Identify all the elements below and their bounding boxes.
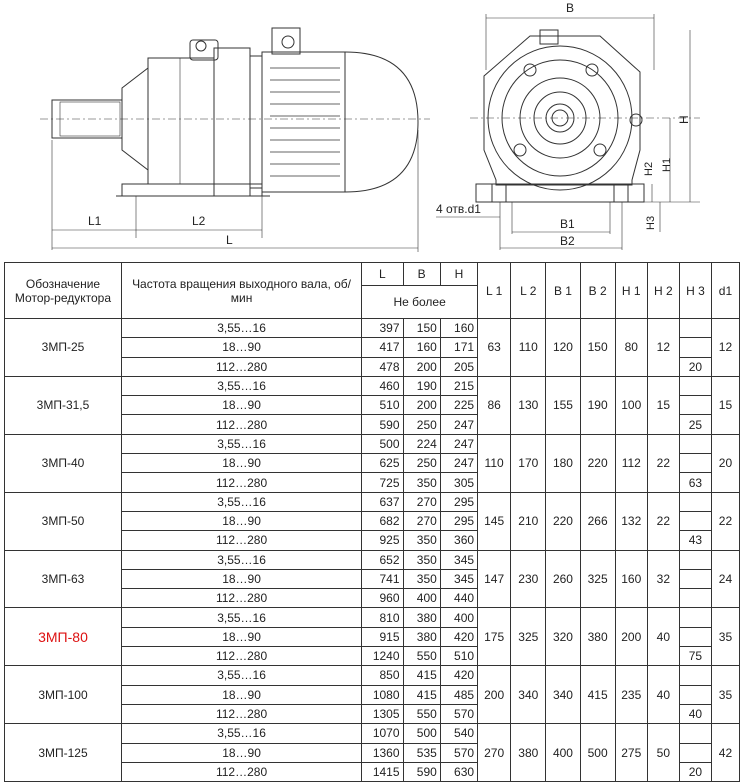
table-row	[5, 608, 740, 627]
L-cell: 850	[362, 666, 403, 685]
B-cell: 350	[403, 550, 440, 569]
header-designation: Обозначение Мотор-редуктора	[5, 263, 122, 319]
L-cell: 397	[362, 319, 403, 338]
L-cell: 925	[362, 531, 403, 550]
H1-cell: 200	[615, 608, 647, 666]
speed-cell: 18…90	[121, 338, 361, 357]
header-L1: L 1	[478, 263, 511, 319]
header-d1: d1	[711, 263, 739, 319]
H-cell: 171	[440, 338, 477, 357]
H3-cell	[679, 608, 711, 627]
L1-cell: 270	[478, 724, 511, 782]
B-cell: 350	[403, 473, 440, 492]
header-not-more: Не более	[362, 286, 478, 319]
H3-cell	[679, 434, 711, 453]
L-cell: 510	[362, 396, 403, 415]
H2-cell: 22	[647, 492, 679, 550]
B-cell: 270	[403, 511, 440, 530]
H2-cell: 32	[647, 550, 679, 608]
H1-cell: 275	[615, 724, 647, 782]
B1-cell: 180	[546, 434, 580, 492]
header-H2: H 2	[647, 263, 679, 319]
header-B: B	[403, 263, 440, 286]
B1-cell: 400	[546, 724, 580, 782]
B1-cell: 340	[546, 666, 580, 724]
L-cell: 915	[362, 627, 403, 646]
speed-cell: 112…280	[121, 415, 361, 434]
motor-reducer-drawing	[0, 0, 744, 262]
speed-cell: 18…90	[121, 511, 361, 530]
B-cell: 400	[403, 589, 440, 608]
model-name: 3МП-125	[5, 724, 122, 782]
H-cell: 570	[440, 704, 477, 723]
header-B2: B 2	[580, 263, 615, 319]
B-cell: 500	[403, 724, 440, 743]
speed-cell: 3,55…16	[121, 376, 361, 395]
H-cell: 630	[440, 762, 477, 781]
B2-cell: 325	[580, 550, 615, 608]
H-cell: 225	[440, 396, 477, 415]
B-cell: 224	[403, 434, 440, 453]
L2-cell: 130	[511, 376, 546, 434]
H-cell: 540	[440, 724, 477, 743]
d1-cell: 20	[711, 434, 739, 492]
B-cell: 250	[403, 454, 440, 473]
L-cell: 417	[362, 338, 403, 357]
B-cell: 590	[403, 762, 440, 781]
H3-cell	[679, 319, 711, 338]
model-name: 3МП-31,5	[5, 376, 122, 434]
H3-cell	[679, 743, 711, 762]
B1-cell: 155	[546, 376, 580, 434]
speed-cell: 3,55…16	[121, 492, 361, 511]
H3-cell: 25	[679, 415, 711, 434]
speed-cell: 112…280	[121, 647, 361, 666]
B-cell: 160	[403, 338, 440, 357]
H3-cell: 40	[679, 704, 711, 723]
speed-cell: 112…280	[121, 762, 361, 781]
B1-cell: 220	[546, 492, 580, 550]
L1-cell: 145	[478, 492, 511, 550]
speed-cell: 18…90	[121, 743, 361, 762]
H2-cell: 50	[647, 724, 679, 782]
L-cell: 637	[362, 492, 403, 511]
H-cell: 215	[440, 376, 477, 395]
H3-cell: 63	[679, 473, 711, 492]
H-cell: 485	[440, 685, 477, 704]
B-cell: 200	[403, 396, 440, 415]
d1-cell: 15	[711, 376, 739, 434]
model-name: 3МП-25	[5, 319, 122, 377]
L-cell: 741	[362, 569, 403, 588]
B-cell: 415	[403, 666, 440, 685]
H2-cell: 22	[647, 434, 679, 492]
speed-cell: 18…90	[121, 569, 361, 588]
B2-cell: 150	[580, 319, 615, 377]
H3-cell	[679, 589, 711, 608]
L-cell: 478	[362, 357, 403, 376]
d1-cell: 22	[711, 492, 739, 550]
H-cell: 205	[440, 357, 477, 376]
speed-cell: 3,55…16	[121, 319, 361, 338]
table-row	[5, 319, 740, 338]
L-cell: 1305	[362, 704, 403, 723]
d1-cell: 12	[711, 319, 739, 377]
H3-cell	[679, 627, 711, 646]
dim-H3: H3	[645, 215, 657, 230]
L2-cell: 325	[511, 608, 546, 666]
H-cell: 570	[440, 743, 477, 762]
H1-cell: 235	[615, 666, 647, 724]
L1-cell: 110	[478, 434, 511, 492]
H1-cell: 160	[615, 550, 647, 608]
H3-cell	[679, 666, 711, 685]
table-row	[5, 666, 740, 685]
B-cell: 550	[403, 647, 440, 666]
header-H1: H 1	[615, 263, 647, 319]
d1-cell: 35	[711, 608, 739, 666]
H-cell: 510	[440, 647, 477, 666]
d1-cell: 42	[711, 724, 739, 782]
dim-B1: B1	[560, 217, 575, 231]
B-cell: 250	[403, 415, 440, 434]
B1-cell: 320	[546, 608, 580, 666]
L-cell: 652	[362, 550, 403, 569]
H3-cell	[679, 492, 711, 511]
H-cell: 400	[440, 608, 477, 627]
H3-cell	[679, 569, 711, 588]
L-cell: 1080	[362, 685, 403, 704]
H3-cell: 75	[679, 647, 711, 666]
L-cell: 960	[362, 589, 403, 608]
front-base	[476, 184, 644, 202]
table-row	[5, 724, 740, 743]
dim-B2: B2	[560, 234, 575, 248]
H3-cell	[679, 338, 711, 357]
B-cell: 550	[403, 704, 440, 723]
L1-cell: 63	[478, 319, 511, 377]
L2-cell: 230	[511, 550, 546, 608]
L2-cell: 340	[511, 666, 546, 724]
B-cell: 535	[403, 743, 440, 762]
L-cell: 1360	[362, 743, 403, 762]
H3-cell	[679, 550, 711, 569]
B-cell: 270	[403, 492, 440, 511]
speed-cell: 3,55…16	[121, 550, 361, 569]
H3-cell	[679, 511, 711, 530]
L1-cell: 147	[478, 550, 511, 608]
spec-table	[4, 262, 740, 782]
L1-cell: 200	[478, 666, 511, 724]
dim-L2: L2	[192, 214, 206, 228]
H-cell: 247	[440, 454, 477, 473]
B2-cell: 190	[580, 376, 615, 434]
H3-cell	[679, 724, 711, 743]
L-cell: 810	[362, 608, 403, 627]
H-cell: 247	[440, 434, 477, 453]
L-cell: 725	[362, 473, 403, 492]
H2-cell: 40	[647, 608, 679, 666]
L2-cell: 210	[511, 492, 546, 550]
H-cell: 295	[440, 511, 477, 530]
d1-cell: 35	[711, 666, 739, 724]
B2-cell: 380	[580, 608, 615, 666]
B1-cell: 120	[546, 319, 580, 377]
L2-cell: 380	[511, 724, 546, 782]
H-cell: 440	[440, 589, 477, 608]
H-cell: 247	[440, 415, 477, 434]
B-cell: 415	[403, 685, 440, 704]
H1-cell: 80	[615, 319, 647, 377]
B-cell: 200	[403, 357, 440, 376]
H-cell: 345	[440, 550, 477, 569]
motor-body	[262, 52, 345, 192]
holes-note: 4 отв.d1	[436, 202, 481, 216]
B-cell: 350	[403, 531, 440, 550]
B-cell: 190	[403, 376, 440, 395]
H-cell: 420	[440, 666, 477, 685]
dim-L: L	[226, 233, 233, 247]
motor-fan-cover	[345, 52, 418, 192]
speed-cell: 18…90	[121, 685, 361, 704]
B-cell: 380	[403, 627, 440, 646]
terminal-box	[272, 28, 300, 54]
B-cell: 380	[403, 608, 440, 627]
H3-cell: 20	[679, 357, 711, 376]
header-L2: L 2	[511, 263, 546, 319]
H1-cell: 132	[615, 492, 647, 550]
H3-cell: 20	[679, 762, 711, 781]
table-row	[5, 550, 740, 569]
L2-cell: 170	[511, 434, 546, 492]
header-H: H	[440, 263, 477, 286]
H2-cell: 12	[647, 319, 679, 377]
H-cell: 305	[440, 473, 477, 492]
L-cell: 590	[362, 415, 403, 434]
B2-cell: 500	[580, 724, 615, 782]
H2-cell: 40	[647, 666, 679, 724]
B1-cell: 260	[546, 550, 580, 608]
speed-cell: 3,55…16	[121, 724, 361, 743]
B-cell: 150	[403, 319, 440, 338]
dim-L1: L1	[88, 214, 102, 228]
L-cell: 1240	[362, 647, 403, 666]
B2-cell: 220	[580, 434, 615, 492]
header-H3: H 3	[679, 263, 711, 319]
H3-cell: 43	[679, 531, 711, 550]
model-name: 3МП-63	[5, 550, 122, 608]
H1-cell: 112	[615, 434, 647, 492]
H-cell: 295	[440, 492, 477, 511]
mounting-foot	[122, 184, 262, 196]
speed-cell: 112…280	[121, 357, 361, 376]
speed-cell: 18…90	[121, 454, 361, 473]
gearbox-housing	[122, 58, 214, 184]
speed-cell: 3,55…16	[121, 608, 361, 627]
model-name: 3МП-80	[5, 608, 122, 666]
table-row	[5, 376, 740, 395]
L-cell: 500	[362, 434, 403, 453]
speed-cell: 3,55…16	[121, 434, 361, 453]
H-cell: 160	[440, 319, 477, 338]
speed-cell: 112…280	[121, 531, 361, 550]
B2-cell: 415	[580, 666, 615, 724]
header-L: L	[362, 263, 403, 286]
H2-cell: 15	[647, 376, 679, 434]
model-name: 3МП-100	[5, 666, 122, 724]
table-row	[5, 434, 740, 453]
table-row	[5, 492, 740, 511]
L1-cell: 175	[478, 608, 511, 666]
speed-cell: 112…280	[121, 704, 361, 723]
H-cell: 345	[440, 569, 477, 588]
L-cell: 625	[362, 454, 403, 473]
speed-cell: 3,55…16	[121, 666, 361, 685]
H1-cell: 100	[615, 376, 647, 434]
B-cell: 350	[403, 569, 440, 588]
L-cell: 1415	[362, 762, 403, 781]
B2-cell: 266	[580, 492, 615, 550]
speed-cell: 18…90	[121, 396, 361, 415]
dim-H: H	[677, 115, 691, 124]
speed-cell: 112…280	[121, 473, 361, 492]
H-cell: 360	[440, 531, 477, 550]
dim-H1: H1	[661, 157, 673, 172]
speed-cell: 18…90	[121, 627, 361, 646]
H-cell: 420	[440, 627, 477, 646]
dim-B: B	[566, 1, 575, 15]
model-name: 3МП-50	[5, 492, 122, 550]
header-B1: B 1	[546, 263, 580, 319]
H3-cell	[679, 376, 711, 395]
H3-cell	[679, 454, 711, 473]
H3-cell	[679, 685, 711, 704]
L-cell: 460	[362, 376, 403, 395]
L1-cell: 86	[478, 376, 511, 434]
H3-cell	[679, 396, 711, 415]
d1-cell: 24	[711, 550, 739, 608]
dim-H2: H2	[643, 161, 655, 176]
L-cell: 682	[362, 511, 403, 530]
L-cell: 1070	[362, 724, 403, 743]
L2-cell: 110	[511, 319, 546, 377]
header-speed: Частота вращения выходного вала, об/мин	[121, 263, 361, 319]
speed-cell: 112…280	[121, 589, 361, 608]
model-name: 3МП-40	[5, 434, 122, 492]
